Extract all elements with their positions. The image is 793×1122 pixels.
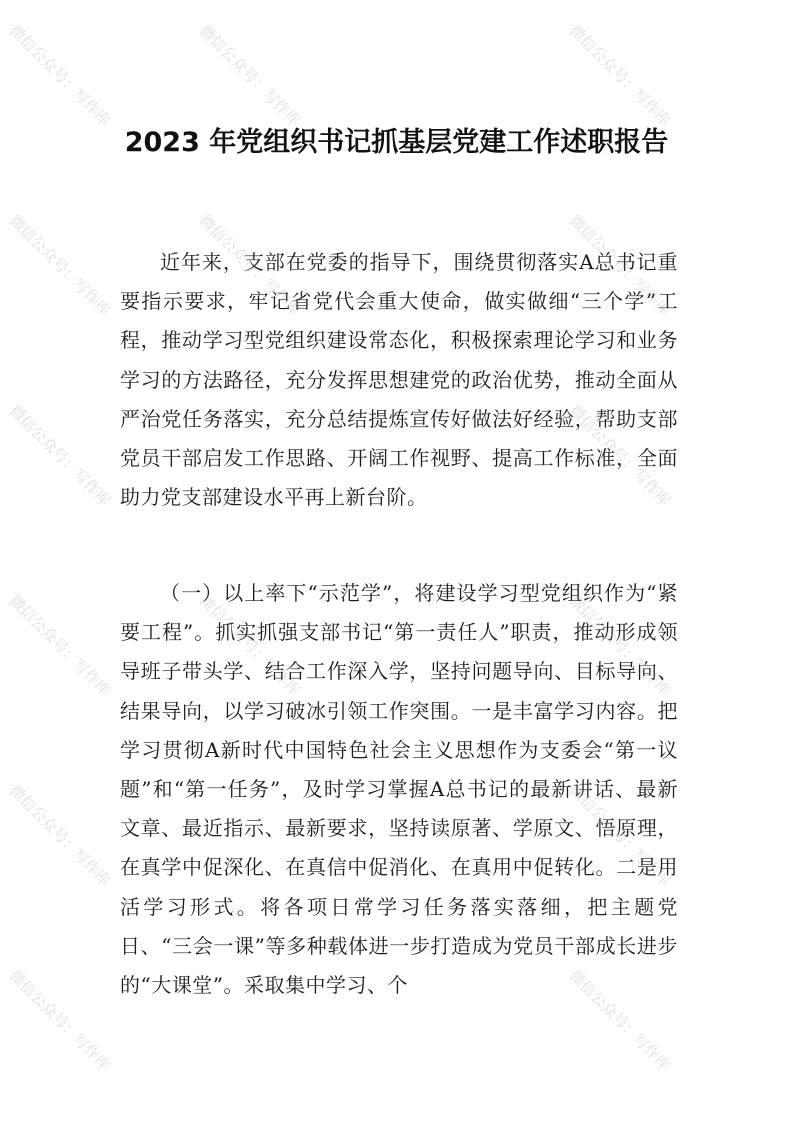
watermark-text: 微信公众号：写作库 bbox=[5, 591, 115, 700]
watermark-text: 微信公众号：写作库 bbox=[565, 591, 675, 700]
document-title: 2023 年党组织书记抓基层党建工作述职报告 bbox=[124, 127, 669, 158]
watermark-text: 微信公众号：写作库 bbox=[5, 781, 115, 890]
body-paragraph-1: 近年来，支部在党委的指导下，围绕贯彻落实A总书记重要指示要求，牢记省党代会重大使命，做实做细“三个学”工程，推动学习型党组织建设常态化，积极探索理论学习和业务学习的方法路径，充分发挥思想建党的政治优势，推动全面从严治党任务落实，充分总结提炼宣传好做法好经验，帮助支部党员干部启发工作思路、开阔工作视野、提高工作标准，全面助力党支部建设水平再上新台阶。 bbox=[120, 250, 678, 510]
watermark-text: 微信公众号：写作库 bbox=[5, 211, 115, 320]
watermark-text: 微信公众号：写作库 bbox=[565, 401, 675, 510]
watermark-text: 微信公众号：写作库 bbox=[565, 211, 675, 320]
watermark-text: 微信公众号：写作库 bbox=[195, 21, 305, 130]
watermark-text: 微信公众号：写作库 bbox=[5, 966, 115, 1075]
watermark-text: 微信公众号：写作库 bbox=[565, 966, 675, 1075]
watermark-text: 微信公众号：写作库 bbox=[565, 781, 675, 890]
body-paragraph-2: （一）以上率下“示范学”，将建设学习型党组织作为“紧要工程”。抓实抓强支部书记“第一责任人”职责，推动形成领导班子带头学、结合工作深入学，坚持问题导向、目标导向、结果导向，以学习破冰引领工作突围。一是丰富学习内容。把学习贯彻A新时代中国特色社会主义思想作为支委会“第一议题”和“第一任务”，及时学习掌握A总书记的最新讲话、最新文章、最近指示、最新要求，坚持读原著、学原文、悟原理，在真学中促深化、在真信中促消化、在真用中促转化。二是用活学习形式。将各项日常学习任务落实落细，把主题党日、“三会一课”等多种载体进一步打造成为党员干部成长进步的“大课堂”。采取集中学习、个 bbox=[120, 581, 678, 998]
watermark-text: 微信公众号：写作库 bbox=[5, 21, 115, 130]
watermark-text: 微信公众号：写作库 bbox=[195, 211, 305, 320]
watermark-text: 微信公众号：写作库 bbox=[5, 401, 115, 510]
watermark-text: 微信公众号：写作库 bbox=[565, 21, 675, 130]
watermark-text: 微信公众号：写作库 bbox=[195, 591, 305, 700]
